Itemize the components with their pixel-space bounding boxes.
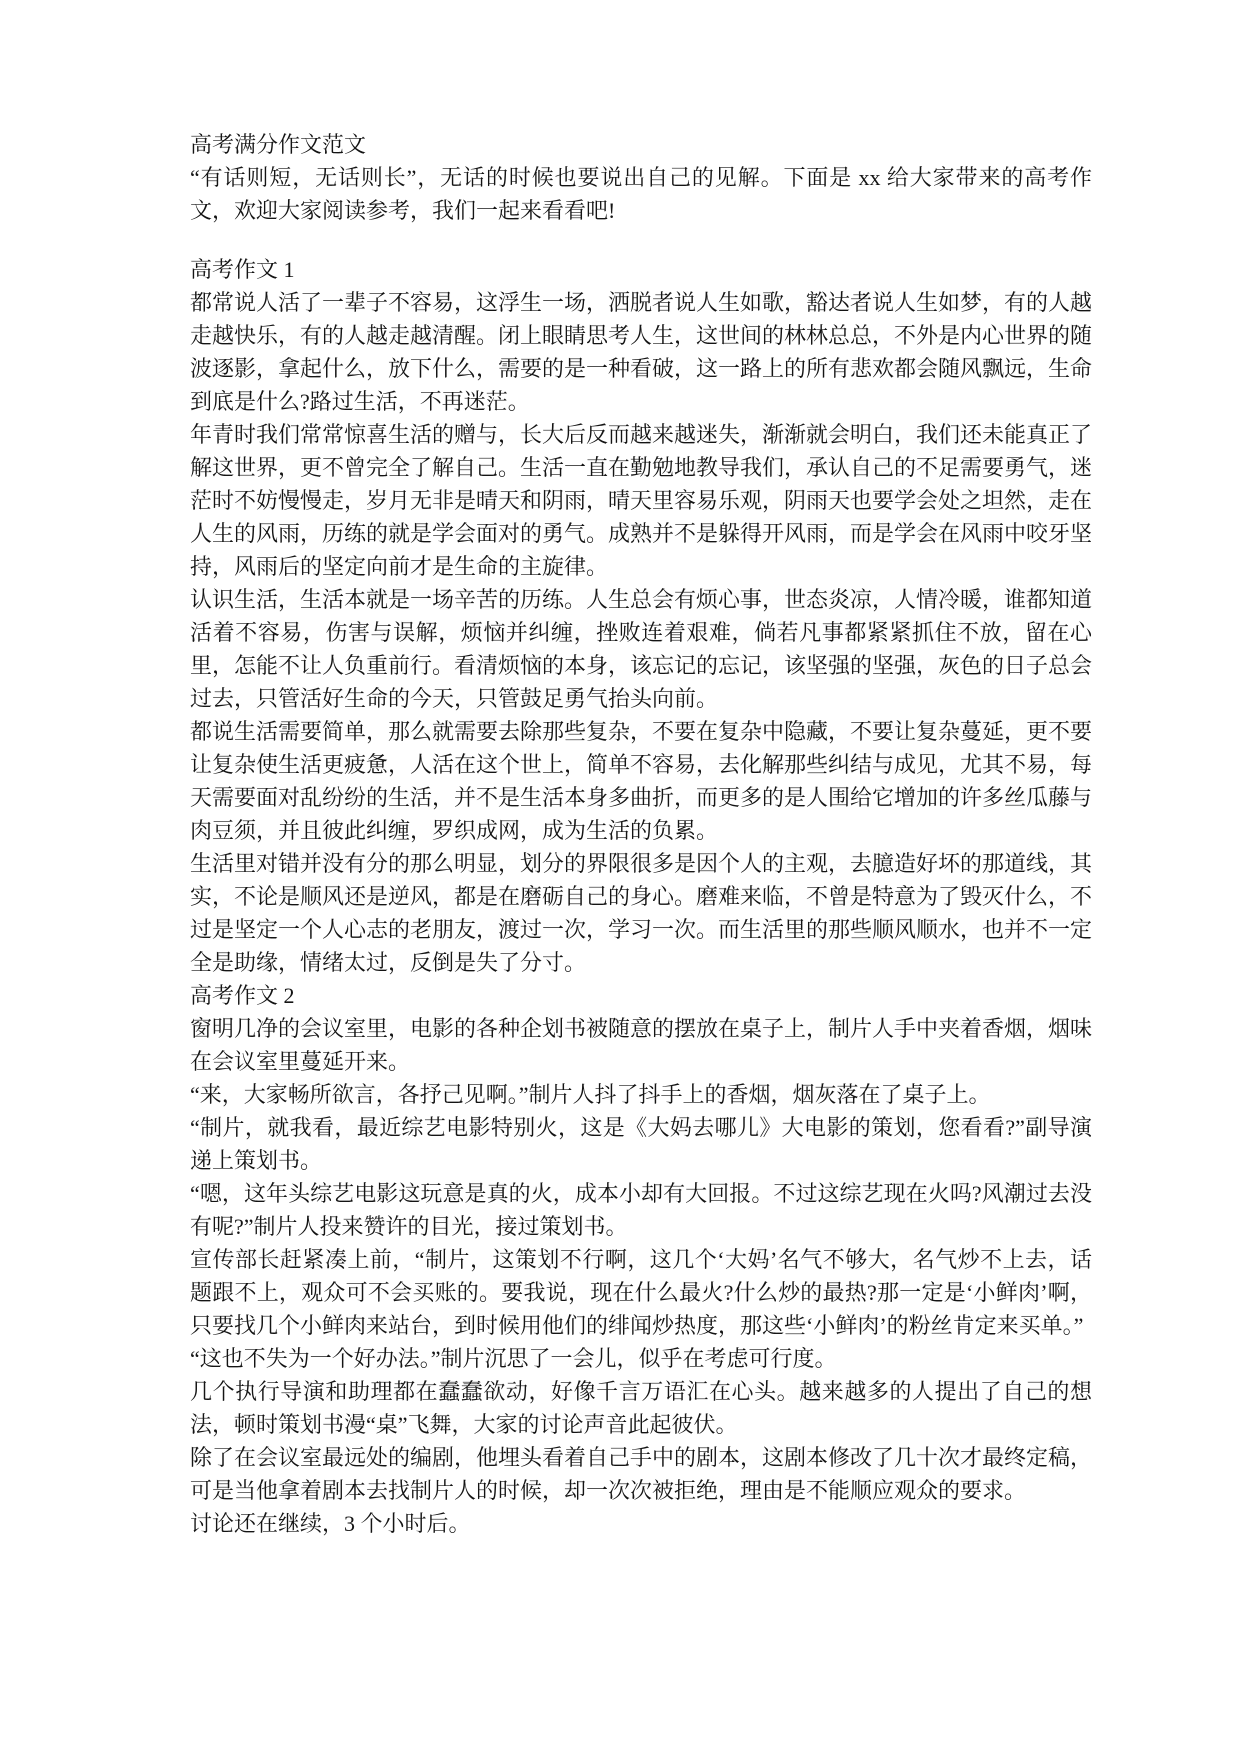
essay-1-paragraph: 生活里对错并没有分的那么明显，划分的界限很多是因个人的主观，去臆造好坏的那道线，其实，不论是顺风还是逆风，都是在磨砺自己的身心。磨难来临，不曾是特意为了毁灭什么，不过是坚定一个人心志的老朋友，渡过一次，学习一次。而生活里的那些顺风顺水，也并不一定全是助缘，情绪太过，反倒是失了分寸。 [190,851,1093,975]
essay-1-paragraph: 认识生活，生活本就是一场辛苦的历练。人生总会有烦心事，世态炎凉，人情冷暖，谁都知道活着不容易，伤害与误解，烦恼并纠缠，挫败连着艰难，倘若凡事都紧紧抓住不放，留在心里，怎能不让人负重前行。看清烦恼的本身，该忘记的忘记，该坚强的坚强，灰色的日子总会过去，只管活好生命的今天，只管鼓足勇气抬头向前。 [190,587,1093,711]
essay-2-paragraph: 讨论还在继续，3 个小时后。 [190,1511,471,1536]
essay-2-heading: 高考作文 2 [190,983,295,1008]
essay-2-paragraph: 窗明几净的会议室里，电影的各种企划书被随意的摆放在桌子上，制片人手中夹着香烟，烟味在会议室里蔓延开来。 [190,1016,1093,1074]
essay-2-paragraph: “制片，就我看，最近综艺电影特别火，这是《大妈去哪儿》大电影的策划，您看看?”副导演递上策划书。 [190,1115,1092,1173]
essay-1-paragraph: 年青时我们常常惊喜生活的赠与，长大后反而越来越迷失，渐渐就会明白，我们还未能真正了解这世界，更不曾完全了解自己。生活一直在勤勉地教导我们，承认自己的不足需要勇气，迷茫时不妨慢慢走，岁月无非是晴天和阴雨，晴天里容易乐观，阴雨天也要学会处之坦然，走在人生的风雨，历练的就是学会面对的勇气。成熟并不是躲得开风雨，而是学会在风雨中咬牙坚持，风雨后的坚定向前才是生命的主旋律。 [190,422,1093,579]
essay-2-paragraph: “来，大家畅所欲言，各抒己见啊。”制片人抖了抖手上的香烟，烟灰落在了桌子上。 [190,1082,991,1107]
essay-1-paragraph: 都说生活需要简单，那么就需要去除那些复杂，不要在复杂中隐藏，不要让复杂蔓延，更不要让复杂使生活更疲惫，人活在这个世上，简单不容易，去化解那些纠结与成见，尤其不易，每天需要面对乱纷纷的生活，并不是生活本身多曲折，而更多的是人围给它增加的许多丝瓜藤与肉豆须，并且彼此纠缠，罗织成网，成为生活的负累。 [190,719,1093,843]
blank-line [190,227,1092,253]
essay-1-paragraph: 都常说人活了一辈子不容易，这浮生一场，洒脱者说人生如歌，豁达者说人生如梦，有的人越走越快乐，有的人越走越清醒。闭上眼睛思考人生，这世间的林林总总，不外是内心世界的随波逐影，拿起什么，放下什么，需要的是一种看破，这一路上的所有悲欢都会随风飘远，生命到底是什么?路过生活，不再迷茫。 [190,290,1093,414]
essay-2-paragraph: “嗯，这年头综艺电影这玩意是真的火，成本小却有大回报。不过这综艺现在火吗?风潮过去没有呢?”制片人投来赞许的目光，接过策划书。 [190,1181,1092,1239]
essay-2-paragraph: “这也不失为一个好办法。”制片沉思了一会儿，似乎在考虑可行度。 [190,1346,837,1371]
intro-paragraph: “有话则短，无话则长”，无话的时候也要说出自己的见解。下面是 xx 给大家带来的高考作文，欢迎大家阅读参考，我们一起来看看吧! [190,165,1092,223]
essay-2-paragraph: 宣传部长赶紧凑上前，“制片，这策划不行啊，这几个‘大妈’名气不够大，名气炒不上去，话题跟不上，观众可不会买账的。要我说，现在什么最火?什么炒的最热?那一定是‘小鲜肉’啊，只要找几个小鲜肉来站台，到时候用他们的绯闻炒热度，那这些‘小鲜肉’的粉丝肯定来买单。” [190,1247,1092,1338]
document-title: 高考满分作文范文 [190,132,367,157]
essay-2-paragraph: 除了在会议室最远处的编剧，他埋头看着自己手中的剧本，这剧本修改了几十次才最终定稿，可是当他拿着剧本去找制片人的时候，却一次次被拒绝，理由是不能顺应观众的要求。 [190,1445,1093,1503]
essay-1-heading: 高考作文 1 [190,257,295,282]
document-content [190,128,1092,1540]
essay-2-paragraph: 几个执行导演和助理都在蠢蠢欲动，好像千言万语汇在心头。越来越多的人提出了自己的想法，顿时策划书漫“桌”飞舞，大家的讨论声音此起彼伏。 [190,1379,1092,1437]
